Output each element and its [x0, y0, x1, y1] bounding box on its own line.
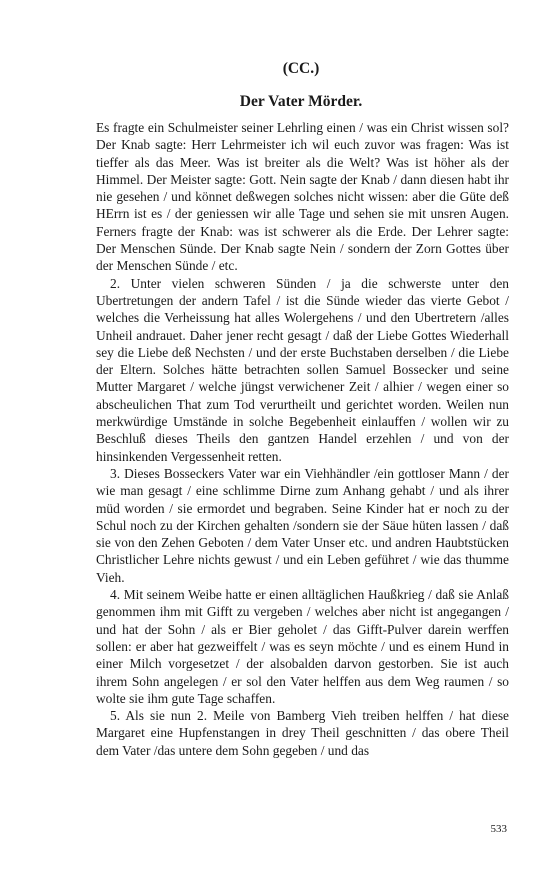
- paragraph-4: 4. Mit seinem Weibe hatte er einen alltäglichen Haußkrieg / daß sie Anlaß genommen ihm mit Gifft zu vergeben / welches aber nicht ist angegangen / und hat der Sohn / als er Bier geholet / das Gifft-Pulver darein werffen sollen: er aber hat gezweiffelt / was es seyn möchte / und es einem Hund in einer Milch vorgesetzet / der alsobalden darvon gestorben. Sie ist auch ihrem Sohn angelegen / er sol den Vater helffen aus dem Weg raumen / so wolte sie ihm gute Tage schaffen.: [96, 587, 509, 706]
- paragraph-2: 2. Unter vielen schweren Sünden / ja die schwerste unter den Ubertretungen der andern Tafel / ist die Sünde wieder das vierte Gebot / welches die Verheissung hat alles Wolergehens / und den Ubertretern /alles Unheil andrauet. Daher jener recht gesagt / daß der Liebe Gottes Wiederhall sey die Liebe deß Nechsten / und der erste Buchstaben derselben / die Liebe der Eltern. Solches hätte betrachten sollen Samuel Bossecker und seine Mutter Margaret / welche jüngst verwichener Zeit / alhier / wegen einer so abscheulichen That zum Tod verurtheilt und gerichtet worden. Weilen nun merkwürdige Umstände in solche Begebenheit einlauffen / wollen wir zu Beschluß dieses Theils den gantzen Handel erzehlen / und von der hinsinkenden Vergessenheit retten.: [96, 275, 509, 464]
- paragraph-1: Es fragte ein Schulmeister seiner Lehrling einen / was ein Christ wissen sol? Der Knab sagte: Herr Lehrmeister ich wil euch zuvor was fragen: Was ist tieffer als das Meer. Was ist breiter als die Welt? Was ist höher als der Himmel. Der Meister sagte: Gott. Nein sagte der Knab / dann diesen habt ihr nie gesehen / und könnet deßwegen solches nicht wissen: aber die Güte deß HErrn ist es / der geniessen wir alle Tage und sehen sie mit unsren Augen. Ferners fragte der Knab: was ist schwerer als die Erde. Der Lehrer sagte: Der Menschen Sünde. Der Knab sagte Nein / sondern der Zorn Gottes über der Menschen Sünde / etc.: [96, 120, 509, 274]
- chapter-number: (CC.): [282, 60, 320, 77]
- paragraph-3: 3. Dieses Bosseckers Vater war ein Viehhändler /ein gottloser Mann / der wie man gesagt / eine schlimme Dirne zum Anhang gehabt / und als ihrer müd worden / sie ermordet und begraben. Seine Kinder hat er noch zu der Schul noch zu der Kirchen gehalten /sondern sie der Säue hüten lassen / daß sie von den Zehen Geboten / dem Vater Unser etc. und andren Haubtstücken Christlicher Lehre nichts gewust / und ein Leben geführet / wie das thumme Vieh.: [96, 465, 509, 585]
- chapter-title: Der Vater Mörder.: [239, 93, 363, 110]
- page-number: 533: [490, 823, 507, 835]
- paragraph-5: 5. Als sie nun 2. Meile von Bamberg Vieh treiben helffen / hat diese Margaret eine Hupfenstangen in drey Theil geschnitten / das obere Theil dem Vater /das untere dem Sohn gegeben / und das: [96, 708, 509, 758]
- body-text: [96, 119, 509, 759]
